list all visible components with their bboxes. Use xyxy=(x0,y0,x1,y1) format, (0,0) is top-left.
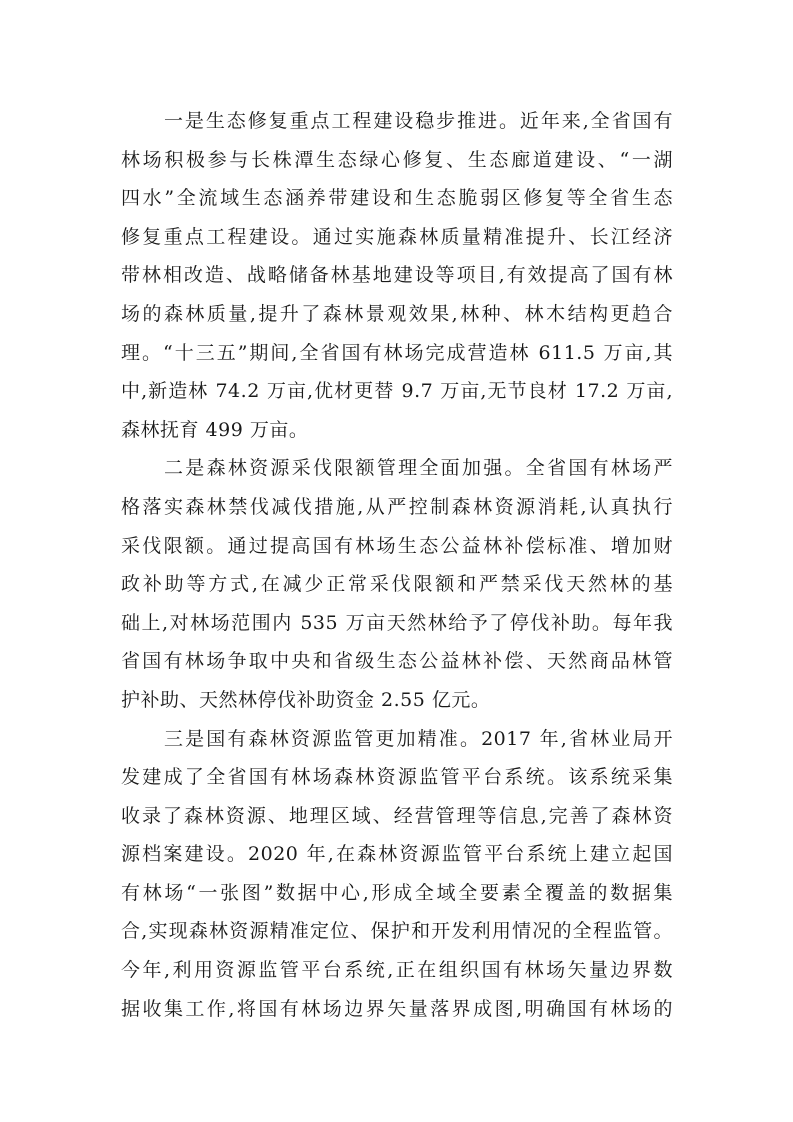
text-line: 源档案建设。2020 年,在森林资源监管平台系统上建立起国 xyxy=(121,843,673,866)
text-line: 有林场“一张图”数据中心,形成全域全要素全覆盖的数据集 xyxy=(121,881,673,904)
text-line: 三是国有森林资源监管更加精准。2017 年,省林业局开 xyxy=(164,727,673,750)
text-line: 础上,对林场范围内 535 万亩天然林给予了停伐补助。每年我 xyxy=(121,611,673,634)
text-line: 合,实现森林资源精准定位、保护和开发利用情况的全程监管。 xyxy=(121,920,673,943)
paragraph-resource-supervision xyxy=(121,720,673,1029)
text-line: 一是生态修复重点工程建设稳步推进。近年来,全省国有 xyxy=(164,110,673,132)
text-line: 采伐限额。通过提高国有林场生态公益林补偿标准、增加财 xyxy=(121,534,673,557)
text-line: 四水”全流域生态涵养带建设和生态脆弱区修复等全省生态 xyxy=(121,187,673,210)
text-line: 据收集工作,将国有林场边界矢量落界成图,明确国有林场的 xyxy=(121,997,673,1020)
text-line: 场的森林质量,提升了森林景观效果,林种、林木结构更趋合 xyxy=(121,302,673,325)
text-line: 护补助、天然林停伐补助资金 2.55 亿元。 xyxy=(121,688,491,711)
text-line: 二是森林资源采伐限额管理全面加强。全省国有林场严 xyxy=(164,457,673,480)
text-line: 林场积极参与长株潭生态绿心修复、生态廊道建设、“一湖 xyxy=(121,148,673,171)
document-page xyxy=(121,102,673,1028)
paragraph-logging-quota xyxy=(121,449,673,719)
text-line: 省国有林场争取中央和省级生态公益林补偿、天然商品林管 xyxy=(121,650,673,673)
text-line: 带林相改造、战略储备林基地建设等项目,有效提高了国有林 xyxy=(121,264,673,287)
text-line: 森林抚育 499 万亩。 xyxy=(121,418,309,441)
text-line: 理。“十三五”期间,全省国有林场完成营造林 611.5 万亩,其 xyxy=(121,341,673,364)
text-line: 政补助等方式,在减少正常采伐限额和严禁采伐天然林的基 xyxy=(121,573,673,596)
text-line: 中,新造林 74.2 万亩,优材更替 9.7 万亩,无节良材 17.2 万亩, xyxy=(121,380,673,403)
text-line: 修复重点工程建设。通过实施森林质量精准提升、长江经济 xyxy=(121,225,673,248)
text-line: 发建成了全省国有林场森林资源监管平台系统。该系统采集 xyxy=(121,766,673,789)
paragraph-ecological-restoration xyxy=(121,102,673,449)
text-line: 今年,利用资源监管平台系统,正在组织国有林场矢量边界数 xyxy=(121,959,673,982)
text-line: 收录了森林资源、地理区域、经营管理等信息,完善了森林资 xyxy=(121,804,673,827)
text-line: 格落实森林禁伐减伐措施,从严控制森林资源消耗,认真执行 xyxy=(121,495,673,518)
